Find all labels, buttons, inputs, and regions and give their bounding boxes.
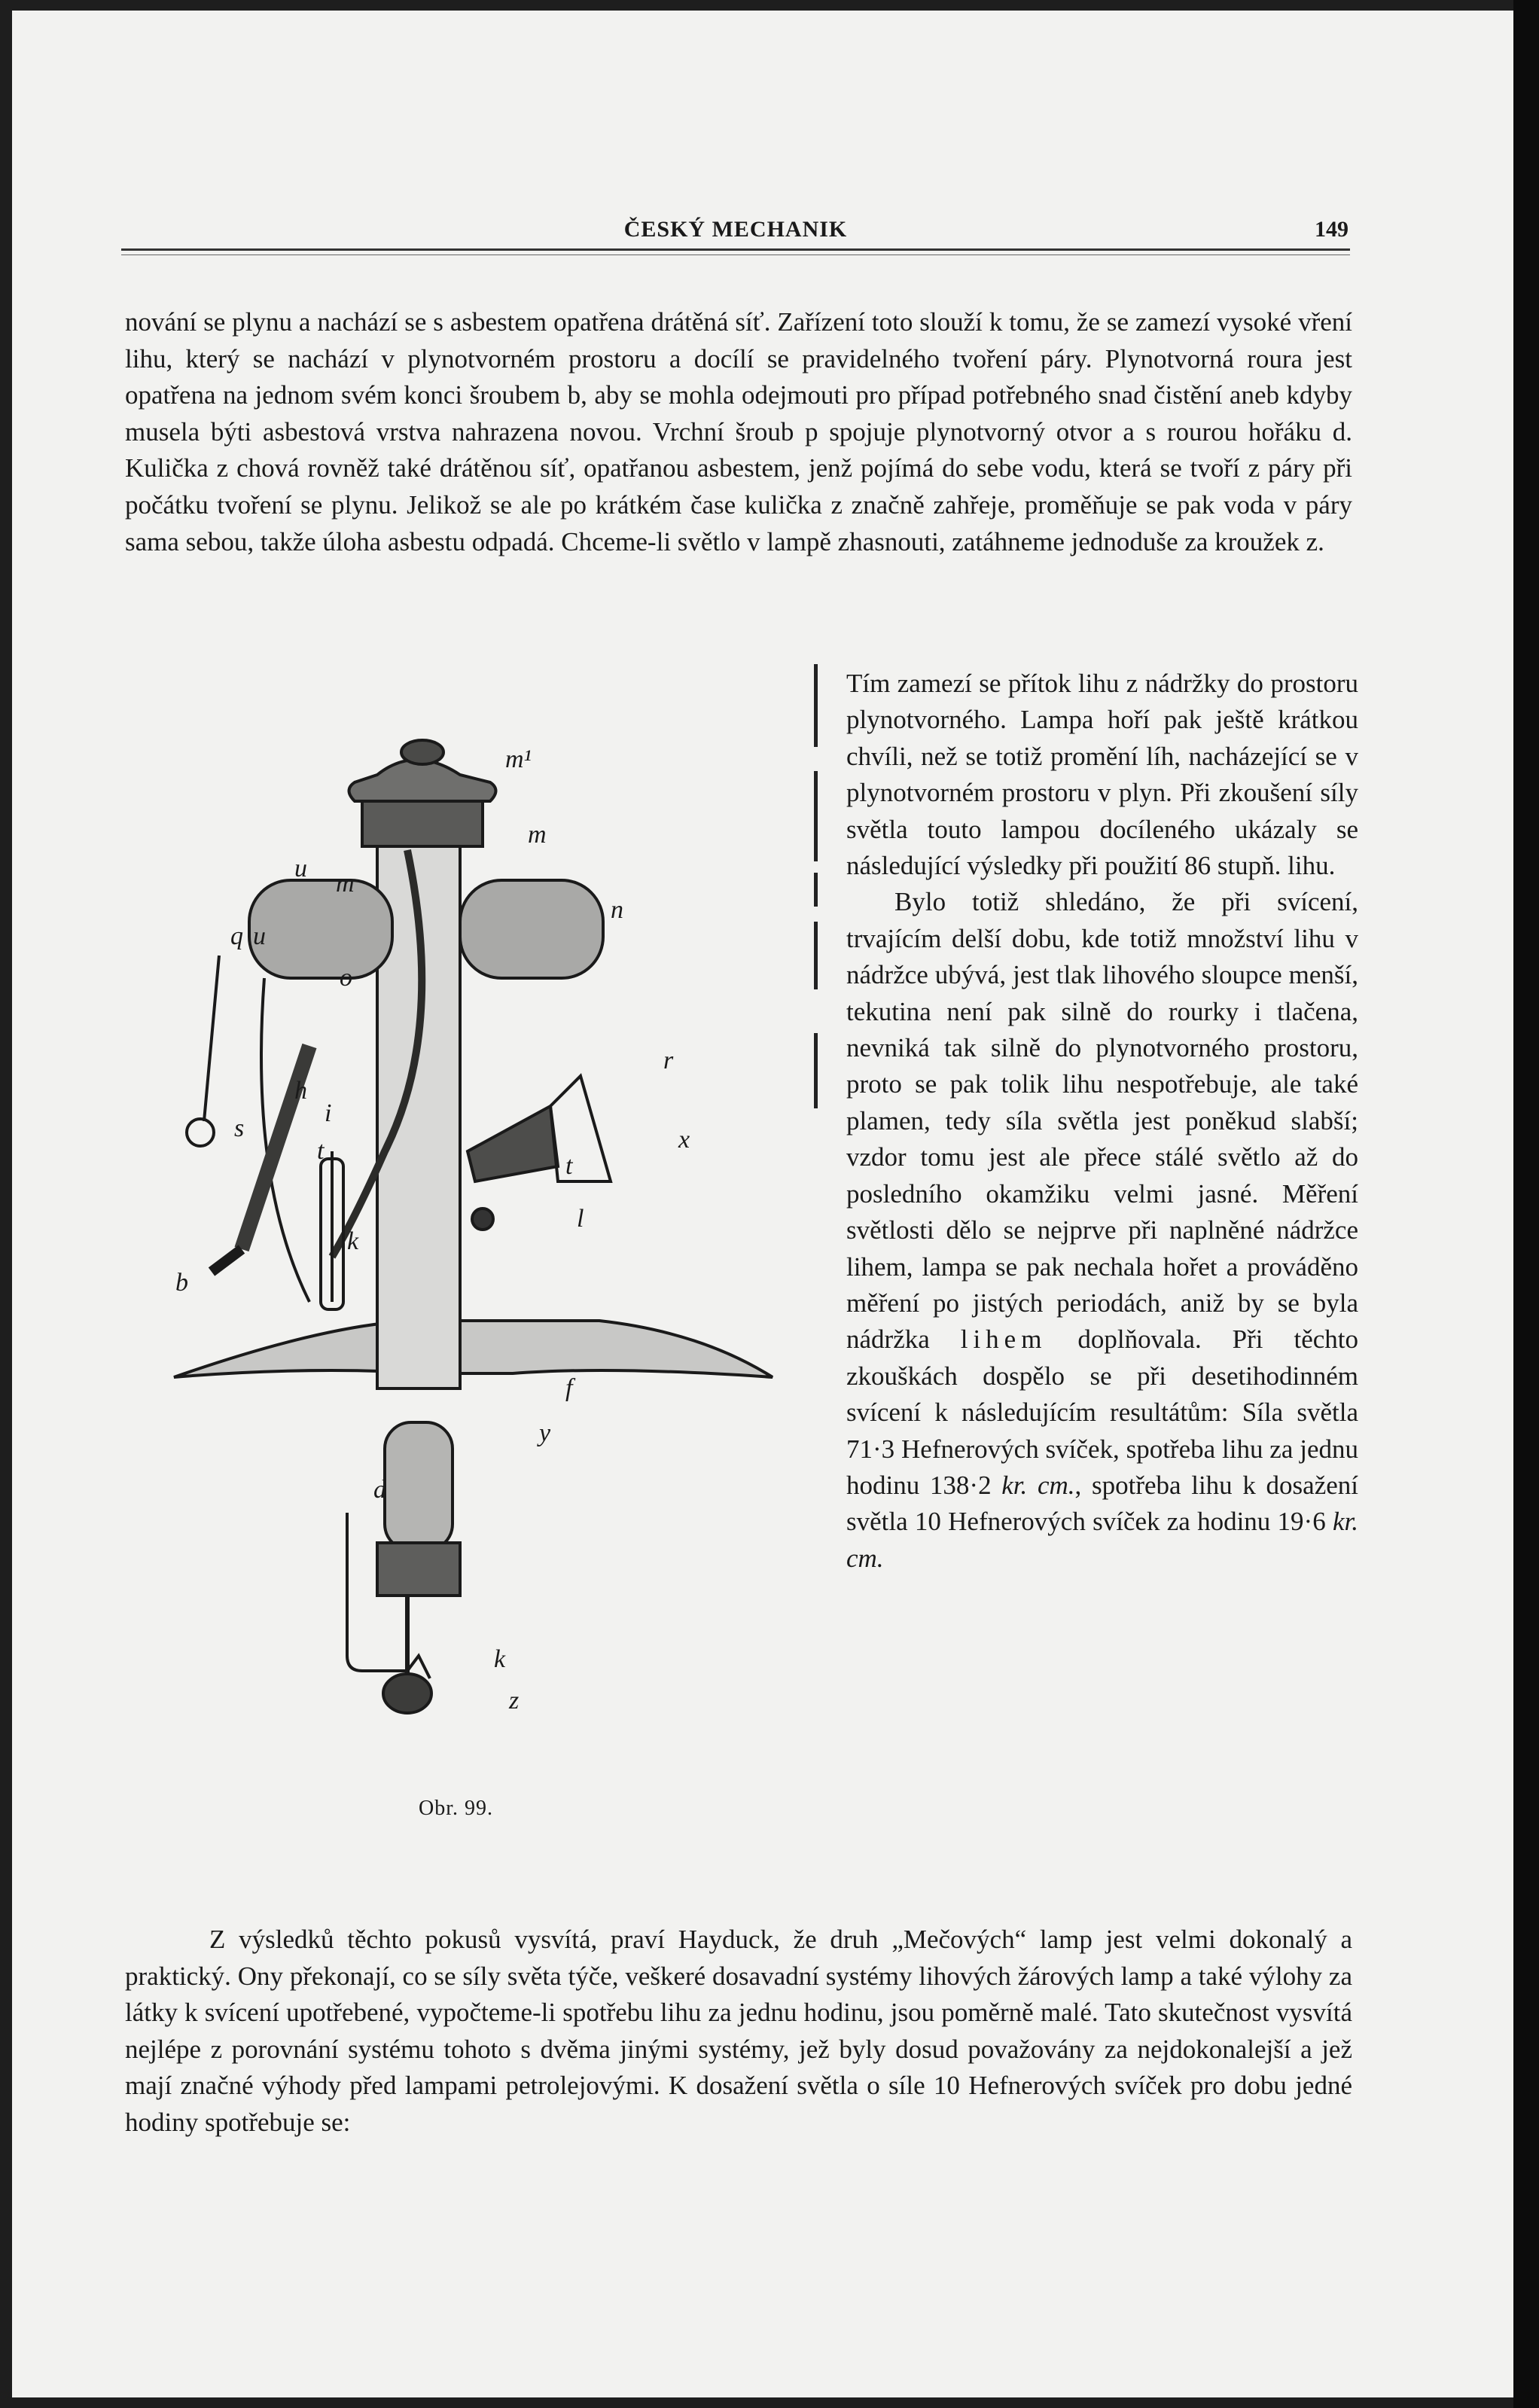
figure-label: i <box>325 1099 332 1127</box>
figure-label: u <box>253 922 266 950</box>
figure-label: r <box>663 1047 674 1074</box>
margin-bar <box>814 771 818 861</box>
paragraph-1 <box>125 304 1352 560</box>
figure-label: k <box>494 1645 506 1673</box>
paragraph-2: Tím zamezí se přítok lihu z nádržky do prostoru plynotvorného. Lampa hoří pak ještě krátkou chvíli, než se totiž promění líh, nacházející se v plynotvorném prostoru v plyn. Při zkoušení síly světla touto lampou docíleného ukázaly se následující výsledky při použití 86 stupň. lihu. <box>846 669 1358 881</box>
figure-label: h <box>294 1077 307 1105</box>
figure-label: m¹ <box>505 745 532 773</box>
figure-label: u <box>294 855 307 882</box>
figure-label: y <box>539 1419 551 1447</box>
figure-label: b <box>175 1269 188 1297</box>
figure-label: o <box>340 964 352 992</box>
page-header <box>121 209 1350 255</box>
margin-bar <box>814 873 818 907</box>
paragraph-3-text-cont: doplňovala. Při těchto zkouškách dospělo se při desetihodinném svícení k následujícím resultátům: Síla světla 71·3 Hefnerových svíček, spotřeba lihu za jednu hodinu 138·2 <box>846 1324 1358 1500</box>
running-title: ČESKÝ MECHANIK <box>623 217 848 242</box>
margin-bar <box>814 1033 818 1108</box>
paragraph-text: nování se plynu a nachází se s asbestem opatřena drátěná síť. Zařízení toto slouží k tomu, že se zamezí vysoké vření lihu, který se nachází v plynotvorném prostoru a docílí se pravidelného tvoření páry. Plynotvorná roura jest opatřena na jednom svém konci šroubem b, aby se mohla odejmouti pro případ potřebného snad čistění aneb kdyby musela býti asbestová vrstva nahrazena novou. Vrchní šroub p spojuje plynotvorný otvor a s rourou hořáku d. Kulička z chová rovněž také drátěnou síť, opatřanou asbestem, jenž pojímá do sebe vodu, která se tvoří z páry při počátku tvoření se plynu. Jelikož se ale po krátkém čase kulička z značně zahřeje, proměňuje se pak voda v páry sama sebou, takže úloha asbestu odpadá. Chceme-li světlo v lampě zhasnouti, zatáhneme jednoduše za kroužek z. <box>125 307 1352 556</box>
figure-label: k <box>347 1227 359 1255</box>
page-number: 149 <box>1315 217 1349 242</box>
unit-label: kr. cm. <box>1001 1470 1075 1500</box>
paragraph-3-text: Bylo totiž shledáno, že při svícení, trvajícím delší dobu, kde totiž množství lihu v nádržce ubývá, jest tlak lihového sloupce menší, tekutina není pak silně do rourky i tlačena, nevniká tak silně do plynotvorného prostoru, proto se pak tolik lihu nespotřebuje, ale také plamen, tedy síla světla jest poněkud slabší; vzdor tomu jest ale přece stálé světlo až do posledního okamžiku velmi jasné. Měření světlosti dělo se nejprve při naplněné nádržce lihem, lampa se pak nechala hořet a prováděno měření po jistých periodách, aniž by se byla nádržka <box>846 887 1358 1355</box>
figure-label: q <box>230 922 243 950</box>
margin-bar <box>814 922 818 989</box>
figure-label: t <box>317 1137 325 1165</box>
scan-border <box>1513 0 1539 2408</box>
figure-label: x <box>678 1126 690 1154</box>
figure-label: z <box>509 1687 520 1715</box>
figure-label: m <box>336 870 355 898</box>
paragraph-text: Z výsledků těchto pokusů vysvítá, praví Hayduck, že druh „Mečových“ lamp jest velmi dokonalý a praktický. Ony překonají, co se síly světa týče, veškeré dosavadní systémy lihových žárových lamp a také výlohy za látky k svícení upotřebené, vypočteme-li spotřebu lihu za jednu hodinu, jsou poměrně malé. Tato skutečnost vysvítá nejlépe z porovnání systému tohoto s dvěma jinými systémy, jež byly dosud považovány za nejdokonalejší a jež mají značné výhody před lampami petrolejovými. K dosažení světla o síle 10 Hefnerových svíček pro dobu jedné hodiny spotřebuje se: <box>125 1925 1352 2137</box>
figure-label: t <box>565 1152 573 1180</box>
figure-caption: Obr. 99. <box>419 1797 493 1820</box>
paragraph-4 <box>125 1922 1352 2141</box>
figure-label: m <box>528 821 547 849</box>
figure-label: l <box>577 1205 584 1233</box>
figure-label: n <box>611 896 623 924</box>
figure-label: s <box>234 1114 245 1142</box>
unit-label: kr. cm. <box>846 1507 1359 1573</box>
right-column <box>846 666 1358 1577</box>
lamp-figure <box>159 730 806 1739</box>
figure-label: d <box>373 1476 386 1504</box>
paragraph-3-text-end: , spotřeba lihu k dosažení světla 10 Hefnerových svíček za hodinu 19·6 <box>846 1470 1359 1537</box>
book-page <box>12 11 1513 2397</box>
spaced-word: lihem <box>960 1324 1047 1355</box>
figure-label: f <box>565 1374 573 1402</box>
header-rule <box>121 248 1350 251</box>
margin-bar <box>814 664 818 747</box>
paragraph-3 <box>846 884 1358 1577</box>
